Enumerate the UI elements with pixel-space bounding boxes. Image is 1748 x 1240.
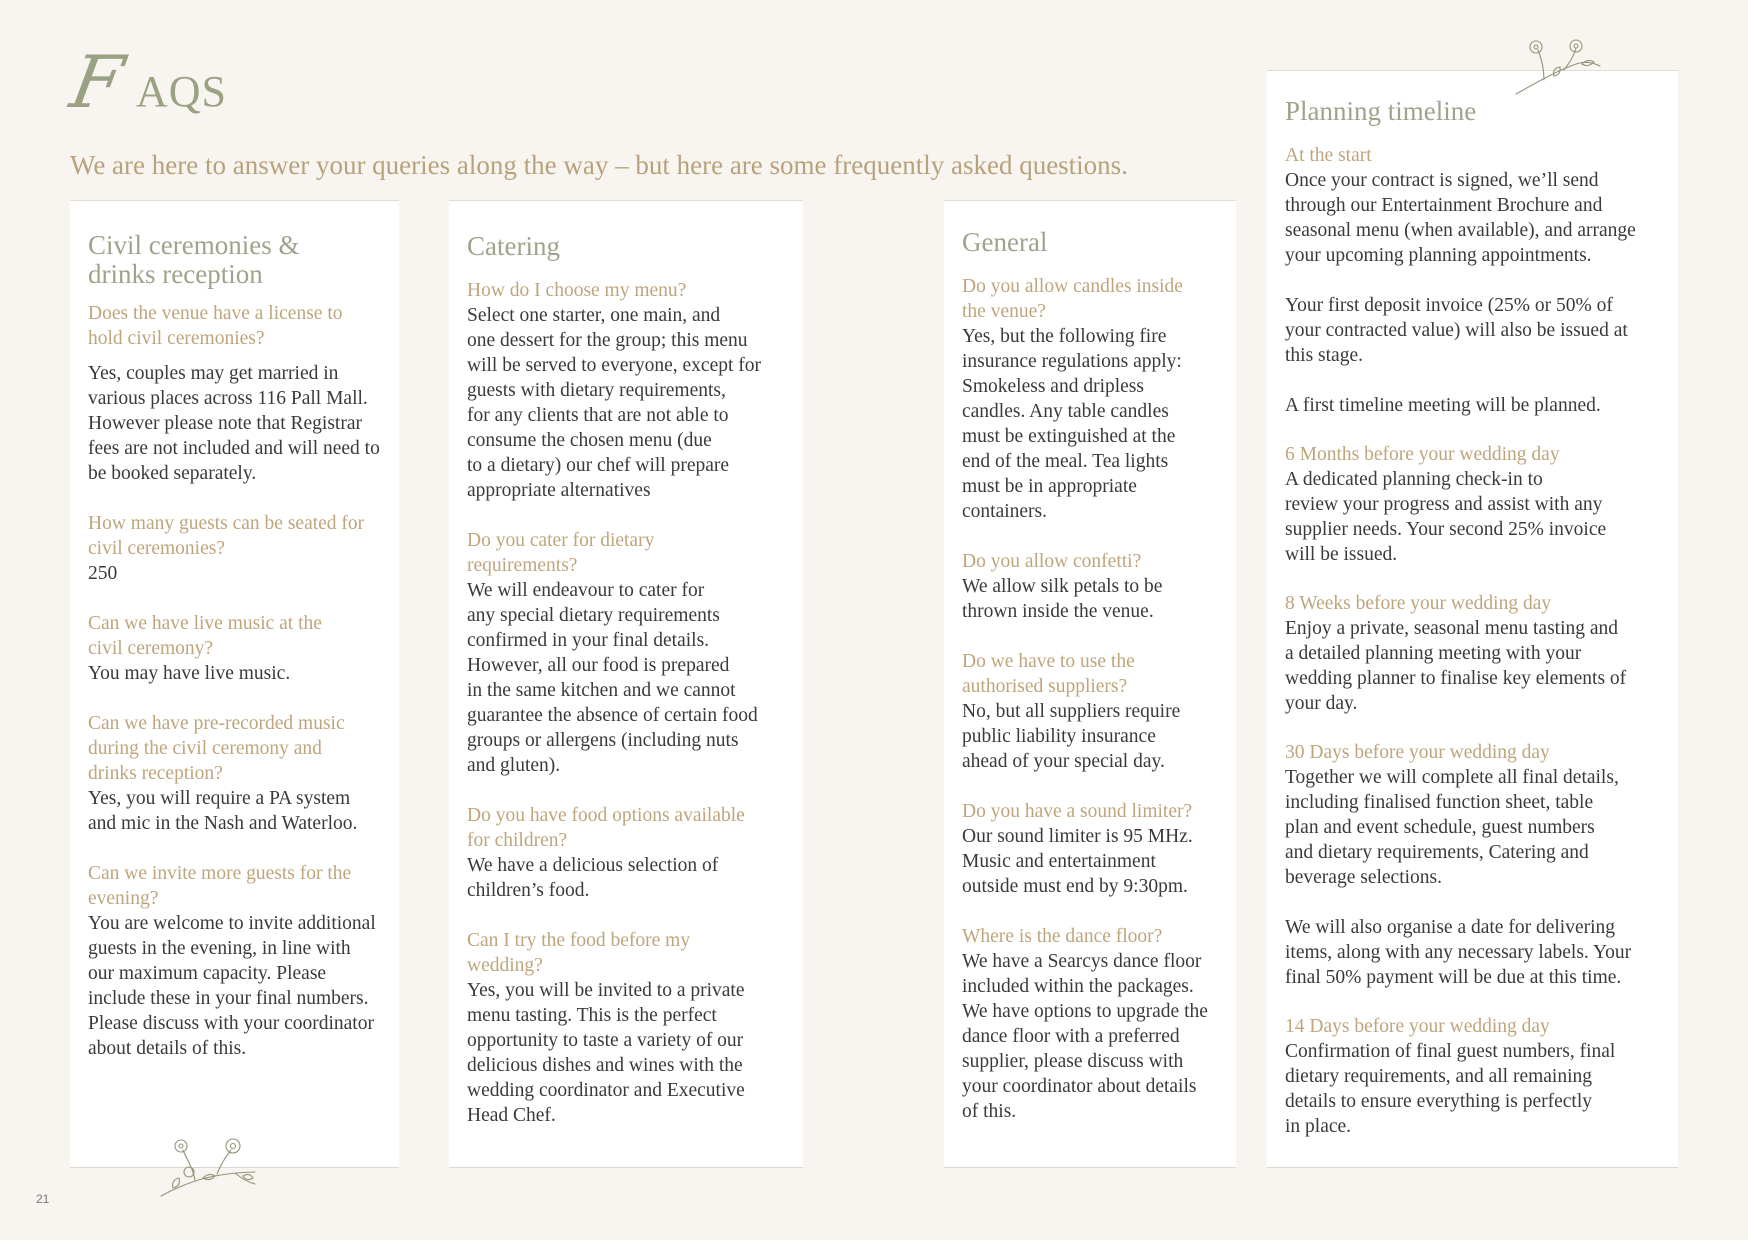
- text-line: We have options to upgrade the: [962, 1001, 1208, 1022]
- text-line: outside must end by 9:30pm.: [962, 876, 1188, 897]
- text-line: beverage selections.: [1285, 867, 1443, 888]
- faq-item: [962, 649, 1218, 774]
- text-line: Can we invite more guests for the: [88, 863, 352, 884]
- text-line: fees are not included and will need to: [88, 438, 380, 459]
- title-line: drinks reception: [88, 259, 263, 289]
- page-subtitle: We are here to answer your queries along the way – but here are some frequently asked questions.: [70, 150, 1128, 180]
- text-line: any special dietary requirements: [467, 605, 720, 626]
- text-line: containers.: [962, 501, 1048, 522]
- logo-text: AQS: [136, 67, 228, 116]
- faq-item: [467, 278, 785, 503]
- text-line: include these in your final numbers.: [88, 988, 369, 1009]
- text-line: and mic in the Nash and Waterloo.: [88, 813, 358, 834]
- text-line: guests with dietary requirements,: [467, 380, 726, 401]
- faq-answer: [962, 324, 1218, 524]
- text-line: the venue?: [962, 301, 1046, 322]
- faq-answer: [88, 661, 381, 686]
- timeline-paragraph: [1285, 293, 1660, 368]
- faq-list: [962, 274, 1218, 1124]
- text-line: dietary requirements, and all remaining: [1285, 1066, 1593, 1087]
- faq-answer: [88, 911, 381, 1061]
- text-line: and dietary requirements, Catering and: [1285, 842, 1589, 863]
- text-line: guests in the evening, in line with: [88, 938, 351, 959]
- civil-ceremonies-title: [88, 231, 381, 289]
- text-line: Yes, couples may get married in: [88, 363, 339, 384]
- text-line: We will endeavour to cater for: [467, 580, 705, 601]
- faq-question: [467, 278, 785, 303]
- text-line: children’s food.: [467, 880, 590, 901]
- text-line: for children?: [467, 830, 568, 851]
- faq-item: [88, 611, 381, 686]
- text-line: consume the chosen menu (due: [467, 430, 712, 451]
- text-line: Do you have a sound limiter?: [962, 801, 1193, 822]
- faq-answer: [962, 949, 1218, 1124]
- timeline-section: [1285, 442, 1660, 567]
- timeline-section: [1285, 143, 1660, 418]
- text-line: Yes, you will require a PA system: [88, 788, 351, 809]
- text-line: Enjoy a private, seasonal menu tasting and: [1285, 618, 1619, 639]
- faq-question: [962, 924, 1218, 949]
- text-line: our maximum capacity. Please: [88, 963, 327, 984]
- text-line: during the civil ceremony and: [88, 738, 322, 759]
- faq-question: [467, 528, 785, 578]
- text-line: for any clients that are not able to: [467, 405, 729, 426]
- faq-answer: [467, 853, 785, 903]
- text-line: a detailed planning meeting with your: [1285, 643, 1582, 664]
- text-line: details to ensure everything is perfectly: [1285, 1091, 1593, 1112]
- faq-question: [962, 549, 1218, 574]
- text-line: various places across 116 Pall Mall.: [88, 388, 368, 409]
- faq-item: [962, 924, 1218, 1124]
- text-line: How do I choose my menu?: [467, 280, 687, 301]
- text-line: be booked separately.: [88, 463, 257, 484]
- text-line: and gluten).: [467, 755, 561, 776]
- timeline-heading: At the start: [1285, 145, 1372, 166]
- text-line: drinks reception?: [88, 763, 223, 784]
- timeline-paragraph: [1285, 393, 1660, 418]
- text-line: civil ceremonies?: [88, 538, 225, 559]
- timeline-list: [1285, 143, 1660, 1139]
- faq-item: [467, 803, 785, 903]
- text-line: delicious dishes and wines with the: [467, 1055, 743, 1076]
- faq-item: [962, 799, 1218, 899]
- faq-item: [962, 274, 1218, 524]
- text-line: Together we will complete all final details,: [1285, 767, 1619, 788]
- text-line: insurance regulations apply:: [962, 351, 1182, 372]
- text-line: Can we have pre-recorded music: [88, 713, 345, 734]
- text-line: guarantee the absence of certain food: [467, 705, 758, 726]
- text-line: authorised suppliers?: [962, 676, 1128, 697]
- text-line: Do we have to use the: [962, 651, 1135, 672]
- text-line: this stage.: [1285, 345, 1363, 366]
- faq-question: [88, 611, 381, 661]
- text-line: must be extinguished at the: [962, 426, 1176, 447]
- faq-list: [88, 301, 381, 1061]
- text-line: Do you cater for dietary: [467, 530, 655, 551]
- faq-question: [962, 274, 1218, 324]
- logo-initial: F: [64, 40, 128, 124]
- general-card: [944, 200, 1236, 1168]
- text-line: Do you allow candles inside: [962, 276, 1183, 297]
- text-line: Head Chef.: [467, 1105, 556, 1126]
- text-line: through our Entertainment Brochure and: [1285, 195, 1603, 216]
- text-line: 250: [88, 563, 118, 584]
- general-title: General: [962, 227, 1048, 257]
- faq-answer: [962, 699, 1218, 774]
- text-line: wedding planner to finalise key elements of: [1285, 668, 1627, 689]
- faq-answer: [88, 361, 381, 486]
- text-line: How many guests can be seated for: [88, 513, 365, 534]
- faq-item: [88, 861, 381, 1061]
- text-line: Can I try the food before my: [467, 930, 691, 951]
- text-line: seasonal menu (when available), and arrange: [1285, 220, 1636, 241]
- text-line: hold civil ceremonies?: [88, 328, 265, 349]
- faq-item: [962, 549, 1218, 624]
- text-line: including finalised function sheet, table: [1285, 792, 1594, 813]
- page-number: 21: [36, 1192, 50, 1206]
- faq-question: [88, 861, 381, 911]
- text-line: Your first deposit invoice (25% or 50% of: [1285, 295, 1613, 316]
- faq-item: [467, 928, 785, 1128]
- text-line: in place.: [1285, 1116, 1352, 1137]
- text-line: You are welcome to invite additional: [88, 913, 376, 934]
- text-line: of this.: [962, 1101, 1017, 1122]
- text-line: Confirmation of final guest numbers, final: [1285, 1041, 1616, 1062]
- text-line: groups or allergens (including nuts: [467, 730, 739, 751]
- faq-question: [88, 711, 381, 786]
- text-line: Please discuss with your coordinator: [88, 1013, 374, 1034]
- text-line: end of the meal. Tea lights: [962, 451, 1169, 472]
- text-line: wedding coordinator and Executive: [467, 1080, 745, 1101]
- text-line: We have a Searcys dance floor: [962, 951, 1202, 972]
- text-line: Smokeless and dripless: [962, 376, 1144, 397]
- text-line: dance floor with a preferred: [962, 1026, 1180, 1047]
- text-line: public liability insurance: [962, 726, 1156, 747]
- faq-list: [467, 278, 785, 1128]
- flower-illustration-top: [1514, 38, 1604, 98]
- timeline-heading: 8 Weeks before your wedding day: [1285, 593, 1552, 614]
- timeline-heading: 6 Months before your wedding day: [1285, 444, 1560, 465]
- text-line: supplier needs. Your second 25% invoice: [1285, 519, 1607, 540]
- text-line: However, all our food is prepared: [467, 655, 730, 676]
- faq-answer: [88, 786, 381, 836]
- text-line: must be in appropriate: [962, 476, 1137, 497]
- text-line: in the same kitchen and we cannot: [467, 680, 736, 701]
- faq-item: [88, 301, 381, 486]
- catering-title: Catering: [467, 231, 560, 261]
- timeline-heading: 14 Days before your wedding day: [1285, 1016, 1550, 1037]
- text-line: Yes, but the following fire: [962, 326, 1167, 347]
- text-line: items, along with any necessary labels. Your: [1285, 942, 1632, 963]
- text-line: Where is the dance floor?: [962, 926, 1163, 947]
- faq-question: [962, 649, 1218, 699]
- faq-answer: [962, 824, 1218, 899]
- civil-ceremonies-card: [70, 200, 399, 1168]
- timeline-paragraph: [1285, 168, 1660, 268]
- text-line: However please note that Registrar: [88, 413, 362, 434]
- title-line: Civil ceremonies &: [88, 230, 300, 260]
- text-line: Music and entertainment: [962, 851, 1156, 872]
- faq-item: [88, 511, 381, 586]
- text-line: Once your contract is signed, we’ll send: [1285, 170, 1599, 191]
- timeline-heading: 30 Days before your wedding day: [1285, 742, 1550, 763]
- flower-illustration-bottom: [155, 1128, 265, 1200]
- text-line: supplier, please discuss with: [962, 1051, 1184, 1072]
- faq-answer: [88, 561, 381, 586]
- faq-item: [88, 711, 381, 836]
- text-line: Can we have live music at the: [88, 613, 322, 634]
- text-line: final 50% payment will be due at this time.: [1285, 967, 1622, 988]
- faq-question: [88, 511, 381, 561]
- timeline-paragraph: [1285, 467, 1660, 567]
- text-line: We allow silk petals to be: [962, 576, 1163, 597]
- faq-question: [88, 301, 381, 351]
- text-line: A dedicated planning check-in to: [1285, 469, 1543, 490]
- text-line: Our sound limiter is 95 MHz.: [962, 826, 1193, 847]
- text-line: confirmed in your final details.: [467, 630, 710, 651]
- timeline-paragraph: [1285, 616, 1660, 716]
- faq-answer: [467, 578, 785, 778]
- text-line: No, but all suppliers require: [962, 701, 1181, 722]
- timeline-paragraph: [1285, 1039, 1660, 1139]
- text-line: thrown inside the venue.: [962, 601, 1154, 622]
- faq-question: [962, 799, 1218, 824]
- faq-question: [467, 928, 785, 978]
- planning-timeline-title: Planning timeline: [1285, 96, 1477, 126]
- text-line: your coordinator about details: [962, 1076, 1197, 1097]
- text-line: wedding?: [467, 955, 543, 976]
- text-line: your contracted value) will also be issued at: [1285, 320, 1628, 341]
- text-line: menu tasting. This is the perfect: [467, 1005, 717, 1026]
- text-line: plan and event schedule, guest numbers: [1285, 817, 1595, 838]
- text-line: your day.: [1285, 693, 1358, 714]
- text-line: to a dietary) our chef will prepare: [467, 455, 730, 476]
- text-line: We will also organise a date for delivering: [1285, 917, 1616, 938]
- text-line: candles. Any table candles: [962, 401, 1169, 422]
- faq-answer: [467, 978, 785, 1128]
- text-line: about details of this.: [88, 1038, 247, 1059]
- text-line: one dessert for the group; this menu: [467, 330, 748, 351]
- text-line: Do you allow confetti?: [962, 551, 1142, 572]
- faq-answer: [467, 303, 785, 503]
- text-line: requirements?: [467, 555, 578, 576]
- faq-question: [467, 803, 785, 853]
- timeline-paragraph: [1285, 915, 1660, 990]
- text-line: evening?: [88, 888, 159, 909]
- text-line: We have a delicious selection of: [467, 855, 719, 876]
- text-line: will be served to everyone, except for: [467, 355, 762, 376]
- text-line: review your progress and assist with any: [1285, 494, 1603, 515]
- timeline-paragraph: [1285, 765, 1660, 890]
- text-line: will be issued.: [1285, 544, 1398, 565]
- faq-answer: [962, 574, 1218, 624]
- text-line: Select one starter, one main, and: [467, 305, 721, 326]
- timeline-section: [1285, 591, 1660, 716]
- text-line: ahead of your special day.: [962, 751, 1165, 772]
- catering-card: [449, 200, 803, 1168]
- text-line: appropriate alternatives: [467, 480, 651, 501]
- text-line: A first timeline meeting will be planned.: [1285, 395, 1601, 416]
- text-line: Do you have food options available: [467, 805, 745, 826]
- text-line: You may have live music.: [88, 663, 291, 684]
- timeline-section: [1285, 740, 1660, 990]
- text-line: included within the packages.: [962, 976, 1194, 997]
- text-line: civil ceremony?: [88, 638, 214, 659]
- timeline-section: [1285, 1014, 1660, 1139]
- text-line: opportunity to taste a variety of our: [467, 1030, 744, 1051]
- faq-item: [467, 528, 785, 778]
- text-line: your upcoming planning appointments.: [1285, 245, 1592, 266]
- planning-timeline-card: [1267, 70, 1678, 1168]
- text-line: Does the venue have a license to: [88, 303, 343, 324]
- text-line: Yes, you will be invited to a private: [467, 980, 745, 1001]
